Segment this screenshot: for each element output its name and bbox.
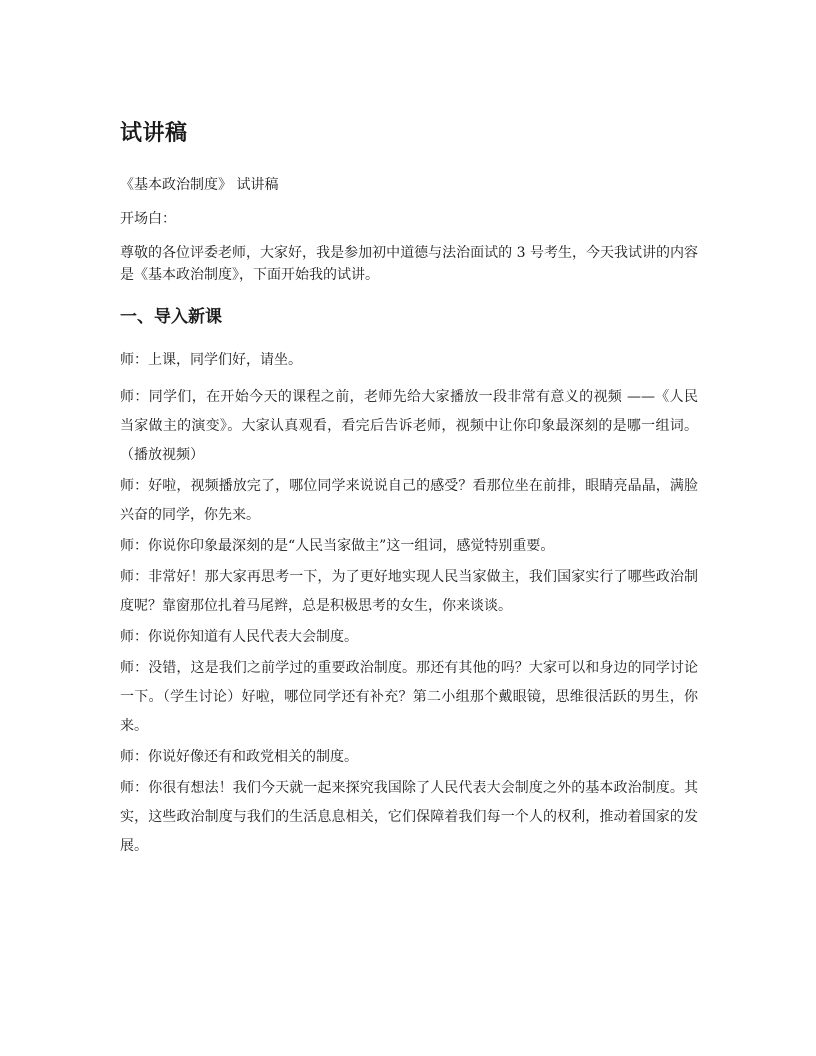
opening-text: 尊敬的各位评委老师，大家好，我是参加初中道德与法治面试的 3 号考生，今天我试讲的内容是《基本政治制度》，下面开始我的试讲。 — [120, 245, 698, 283]
dialogue-line: 师：你说好像还有和政党相关的制度。 — [120, 749, 358, 765]
opening-label: 开场白： — [120, 211, 176, 227]
dialogue-line: 师：好啦，视频播放完了，哪位同学来说说自己的感受？看那位坐在前排，眼睛亮晶晶，满脸兴奋的同学，你先来。 — [120, 478, 698, 523]
dialogue-line: 师：你很有想法！我们今天就一起来探究我国除了人民代表大会制度之外的基本政治制度。其实，这些政治制度与我们的生活息息相关，它们保障着我们每一个人的权利，推动着国家的发展。 — [120, 780, 698, 854]
dialogue-line: 师：你说你印象最深刻的是“人民当家做主”这一组词，感觉特别重要。 — [120, 538, 555, 554]
section-heading: 一、导入新课 — [120, 307, 222, 327]
document-subtitle: 《基本政治制度》 试讲稿 — [120, 177, 279, 193]
document-title: 试讲稿 — [120, 121, 188, 146]
dialogue-line: 师：你说你知道有人民代表大会制度。 — [120, 629, 358, 645]
dialogue-line: 师：上课，同学们好，请坐。 — [120, 352, 302, 368]
document-page — [120, 118, 698, 863]
dialogue-line: 师：非常好！那大家再思考一下，为了更好地实现人民当家做主，我们国家实行了哪些政治制度呢？靠窗那位扎着马尾辫，总是积极思考的女生，你来谈谈。 — [120, 569, 698, 614]
dialogue-line: 师：同学们，在开始今天的课程之前，老师先给大家播放一段非常有意义的视频 ——《人民当家做主的演变》。大家认真观看，看完后告诉老师，视频中让你印象最深刻的是哪一组词。（播放视频） — [120, 389, 698, 463]
dialogue-line: 师：没错，这是我们之前学过的重要政治制度。那还有其他的吗？大家可以和身边的同学讨论一下。（学生讨论）好啦，哪位同学还有补充？第二小组那个戴眼镜，思维很活跃的男生，你来。 — [120, 660, 698, 734]
